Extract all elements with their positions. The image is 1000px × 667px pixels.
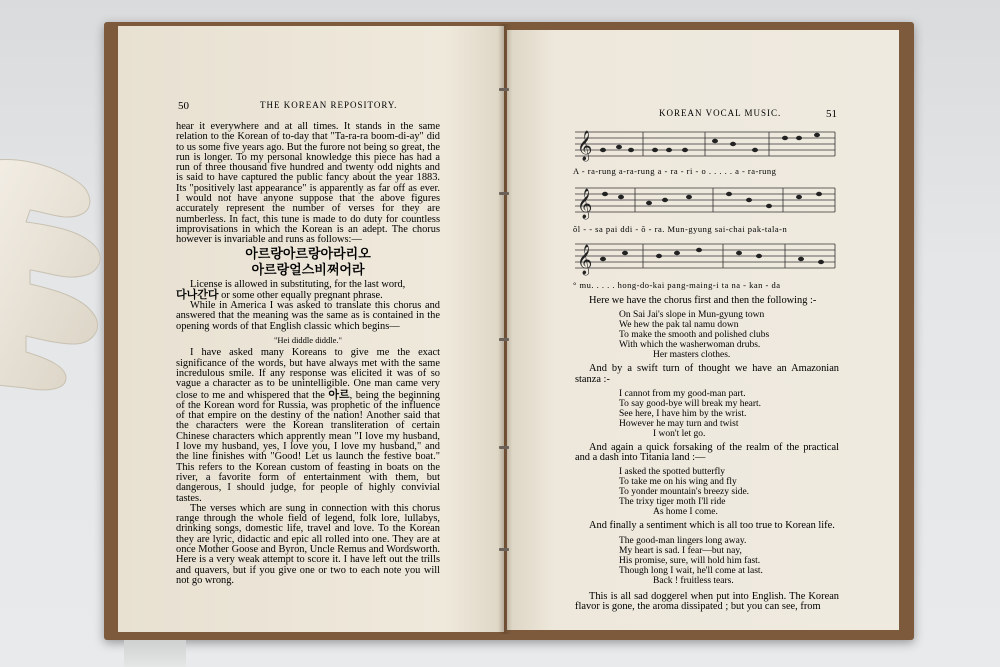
paragraph: And finally a sentiment which is all too true to Korean life. (589, 520, 835, 532)
left-page-body (176, 122, 440, 586)
verse-line: Her masters clothes. (653, 350, 731, 361)
korean-chorus-line-1: 아르랑아르랑아라리오 (245, 246, 371, 262)
lyric-line-1: A - ra-rung a-ra-rung a - ra - ri - o . . . . . a - ra-rung (573, 166, 777, 176)
verse-line: His promise, sure, will hold him fast. (619, 555, 761, 566)
text: , being the beginning of the Korean word for Russia, was prophetic of the influence of that empire on the destiny of the nation! Another said that the characters were the Korean transliteration of certain Chinese characters which apprently mean "I love my husband, I love my husband, yes, I love you, I love my husband," and the line finishes with "Good! Let us launch the festive boat." This refers to the Korean custom of feasting in boats on the river, a favorite form of entertainment with them, but dangerous, I should judge, for people of highly convivial tastes. (176, 389, 440, 504)
verse-line: To yonder mountain's breezy side. (619, 487, 750, 498)
binding-stitch (499, 548, 509, 551)
verse-line: To take me on his wing and fly (619, 477, 737, 488)
right-page-body (575, 296, 839, 612)
verse-line: We hew the pak tal namu down (619, 320, 739, 331)
verse-line: I cannot from my good-man part. (619, 388, 746, 399)
korean-chorus-line-2: 아르랑얼스비쩌어라 (251, 262, 365, 278)
lyric-line-2: ŏl - - sa pai ddi - ŏ - ra. Mun-gyung sai-chai pak-tala-n (573, 224, 788, 234)
verse-line: The trixy tiger moth I'll ride (619, 497, 726, 508)
lyric-line-3: ° mu. . . . . hong-do-kai pang-maing-i ta na - kan - da (573, 280, 781, 290)
korean-word: 다나간다 (176, 287, 219, 301)
verse-line: Back ! fruitless tears. (653, 575, 734, 586)
svg-text:𝄞: 𝄞 (577, 245, 593, 275)
verse-line: With which the washerwoman drubs. (619, 340, 761, 351)
verse-4 (619, 536, 839, 586)
binding-stitch (499, 338, 509, 341)
paragraph: Here we have the chorus first and then the following :- (589, 295, 817, 306)
music-staff-1 (573, 126, 837, 176)
verse-3 (619, 467, 839, 517)
right-running-head: KOREAN VOCAL MUSIC. (659, 108, 782, 118)
paragraph (176, 280, 440, 302)
verse-line: I asked the spotted butterfly (619, 467, 726, 478)
korean-word: 아르 (328, 387, 350, 401)
right-page-number: 51 (826, 108, 837, 120)
left-page-header (178, 100, 440, 112)
verse-line: Though long I wait, he'll come at last. (619, 565, 763, 576)
binding-stitch (499, 446, 509, 449)
paragraph: The verses which are sung in connection with this chorus range through the whole field of legend, folk lore, lullabys, drinking songs, domestic life, travel and love. To the Korean they are lyric, didactic and epic all rolled into one. They are at once Mother Goose and Byron, Uncle Remus and Wordsworth. Here is a very weak attempt to score it. I have left out the trills and quavers, but if you give one or two to each note you will not go wrong. (176, 502, 440, 586)
verse-line: As home I come. (653, 507, 718, 518)
binding-stitch (499, 192, 509, 195)
verse-line: To make the smooth and polished clubs (619, 330, 770, 341)
paragraph (176, 348, 440, 503)
verse-line: I won't let go. (653, 428, 706, 439)
left-running-head: THE KOREAN REPOSITORY. (260, 100, 398, 110)
book-gutter (498, 24, 512, 634)
verse-line: My heart is sad. I fear—but nay, (619, 545, 742, 556)
text: I have asked many Koreans to give me the exact significance of the words, but have always met with the same incredulous smile. If any response was elicited it was of so vague a character as to be unintelligible. One man came very close to me and whispered that the (176, 347, 440, 401)
verse-1 (619, 310, 839, 360)
binding-stitch (499, 88, 509, 91)
paragraph: While in America I was asked to translate this chorus and answered that the meaning was the same as is contained in the opening words of that English classic which begins— (176, 300, 440, 332)
left-page-number: 50 (178, 100, 189, 112)
gloved-hand-icon (0, 152, 104, 392)
verse-2 (619, 389, 839, 439)
paragraph: hear it everywhere and at all times. It stands in the same relation to the Korean of to-day that "Ta-ra-ra boom-di-ay" did to us some five years ago. But the furore not being so great, the run is longer. To my personal knowledge this piece has had a run of three thousand five hundred and twenty odd nights and is said to have captured the public fancy about the year 1883. Its "positively last appearance" is apparently as far off as ever. I would not have anyone suppose that the above figures accurately represent the number of verses for they are numberless. In fact, this tune is made to do duty for countless improvisations in which the Korean is an adept. The chorus however is invariable and runs as follows:— (176, 121, 440, 246)
music-staff-2 (573, 182, 837, 234)
verse-line: On Sai Jai's slope in Mun-gyung town (619, 310, 765, 321)
paragraph: And again a quick forsaking of the realm of the practical and a dash into Titania land :— (575, 441, 839, 464)
text: or some other equally pregnant phrase. (221, 289, 383, 301)
text: License is allowed in substituting, for the last word, (190, 278, 406, 290)
verse-line: See here, I have him by the wrist. (619, 408, 747, 419)
paragraph: And by a swift turn of thought we have an Amazonian stanza :- (575, 363, 839, 385)
quote-line: "Hei diddle diddle." (273, 335, 343, 346)
paragraph: This is all sad doggerel when put into English. The Korean flavor is gone, the aroma dissipated ; but you can see, from (575, 590, 839, 613)
verse-line: The good-man lingers long away. (619, 535, 747, 546)
music-staff-3 (573, 238, 837, 290)
svg-text:𝄞: 𝄞 (577, 189, 593, 219)
svg-text:𝄞: 𝄞 (577, 131, 593, 161)
verse-line: To say good-bye will break my heart. (619, 398, 762, 409)
staff-notation (573, 182, 837, 222)
staff-notation (573, 238, 837, 278)
verse-line: However he may turn and twist (619, 418, 739, 429)
staff-notation (573, 126, 837, 164)
bookmark-ribbon (124, 640, 186, 667)
